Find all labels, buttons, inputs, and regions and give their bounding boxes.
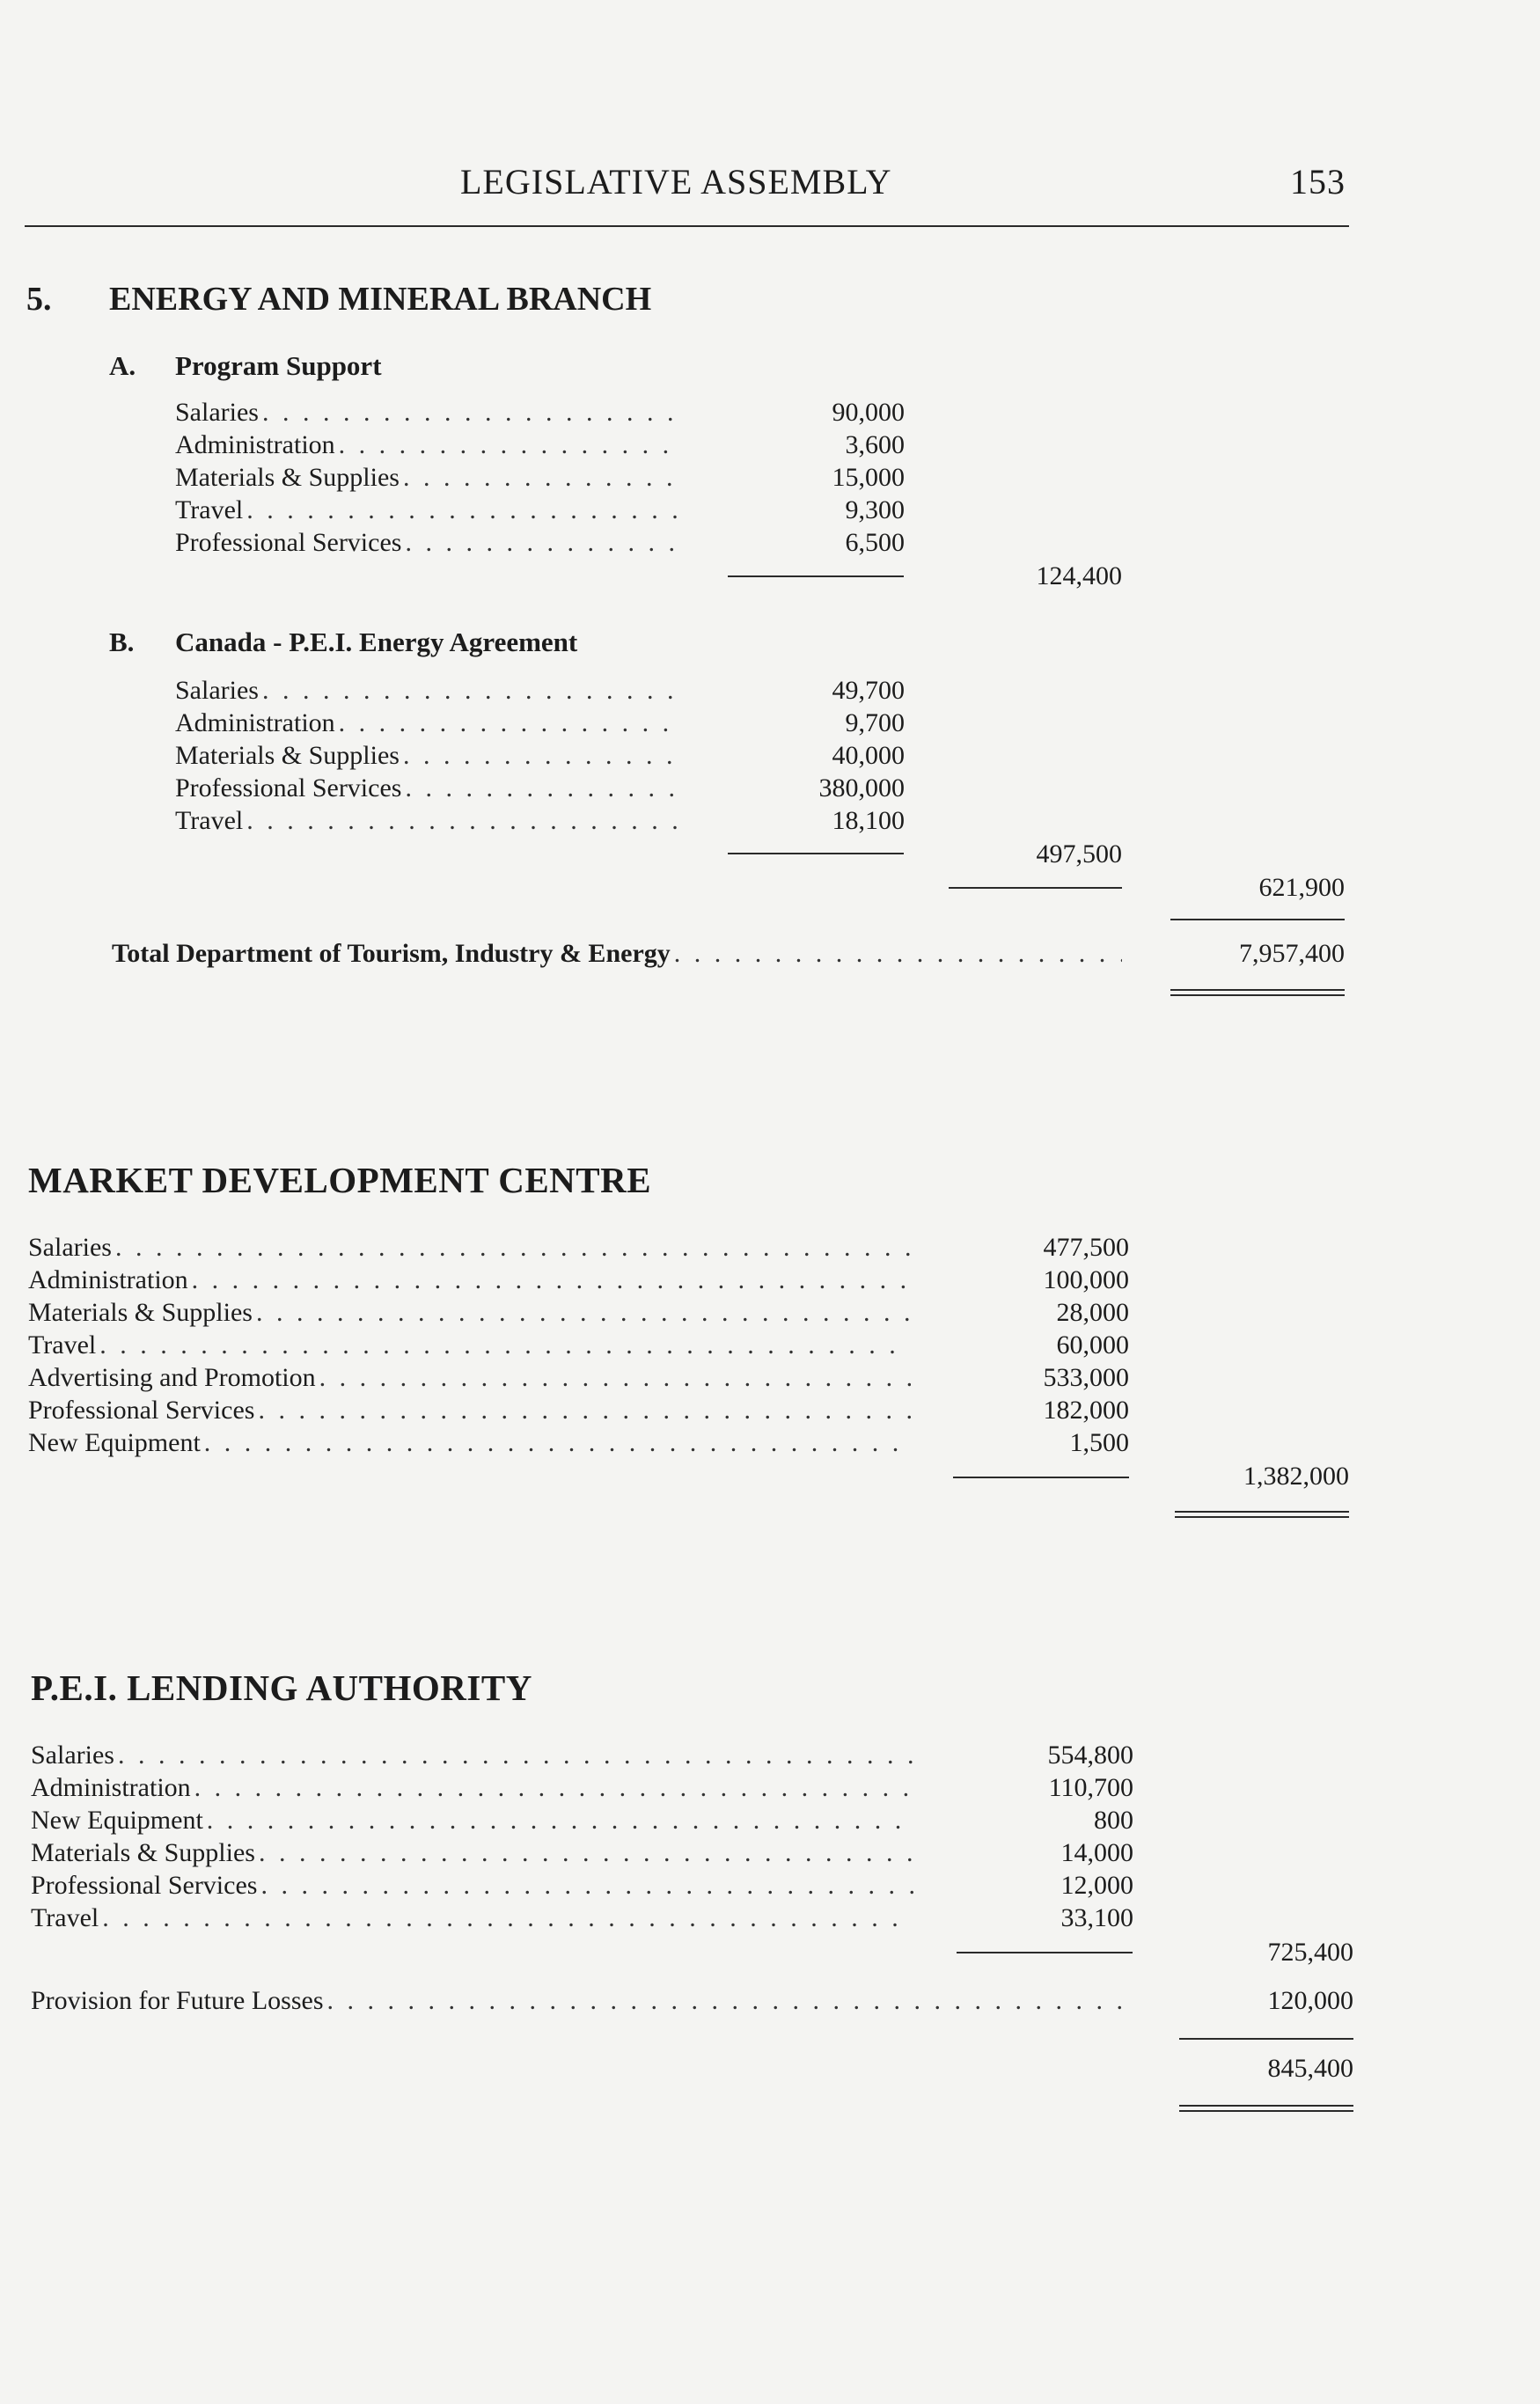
item-amount: 12,000 <box>1060 1871 1133 1900</box>
item-label: Professional Services <box>28 1396 255 1425</box>
lending-total: 845,400 <box>1267 2054 1353 2083</box>
item-amount: 100,000 <box>1043 1265 1129 1294</box>
item-label: Administration <box>28 1265 188 1294</box>
list-item <box>28 1363 911 1396</box>
provision-amount: 120,000 <box>1267 1986 1353 2015</box>
item-amount: 182,000 <box>1043 1396 1129 1425</box>
item-label: Professional Services <box>31 1871 258 1900</box>
list-item <box>175 495 678 528</box>
list-item <box>28 1396 911 1428</box>
list-item <box>28 1298 911 1330</box>
subtotal-rule <box>728 575 904 577</box>
list-item <box>175 463 678 495</box>
item-amount: 40,000 <box>832 741 905 770</box>
item-amount: 6,500 <box>845 528 905 557</box>
item-amount: 90,000 <box>832 398 905 427</box>
item-amount: 3,600 <box>845 430 905 459</box>
item-label: Administration <box>175 708 335 737</box>
list-item <box>175 806 678 839</box>
list-item <box>175 741 678 773</box>
energy-agreement-subtotal: 497,500 <box>1036 839 1122 869</box>
item-amount: 15,000 <box>832 463 905 492</box>
item-label: Salaries <box>175 676 259 705</box>
subtotal-rule <box>957 1952 1133 1953</box>
lending-section-title: P.E.I. LENDING AUTHORITY <box>31 1667 532 1708</box>
energy-branch-total: 621,900 <box>1258 873 1345 902</box>
item-label: Professional Services <box>175 773 402 803</box>
department-total-row <box>112 939 1122 971</box>
provision-row <box>31 1986 1133 2019</box>
list-item <box>31 1838 913 1871</box>
department-total-rule <box>1170 919 1345 920</box>
item-label: Salaries <box>31 1741 114 1770</box>
item-label: New Equipment <box>28 1428 201 1457</box>
list-item <box>28 1330 911 1363</box>
item-amount: 477,500 <box>1043 1233 1129 1262</box>
list-item <box>175 676 678 708</box>
item-amount: 60,000 <box>1056 1330 1129 1360</box>
section-title: ENERGY AND MINERAL BRANCH <box>109 281 652 318</box>
item-label: Professional Services <box>175 528 402 557</box>
page-header-title: LEGISLATIVE ASSEMBLY <box>460 162 892 202</box>
item-amount: 110,700 <box>1048 1773 1133 1802</box>
list-item <box>175 398 678 430</box>
department-total-amount: 7,957,400 <box>1239 939 1345 968</box>
list-item <box>175 528 678 561</box>
list-item <box>31 1773 913 1806</box>
list-item <box>28 1428 911 1461</box>
list-item <box>28 1265 911 1298</box>
item-amount: 554,800 <box>1047 1741 1133 1770</box>
list-item <box>31 1903 913 1936</box>
list-item <box>31 1806 913 1838</box>
item-amount: 9,300 <box>845 495 905 524</box>
item-label: Administration <box>175 430 335 459</box>
market-section-title: MARKET DEVELOPMENT CENTRE <box>28 1160 652 1200</box>
header-rule <box>25 225 1349 227</box>
list-item <box>28 1233 911 1265</box>
item-amount: 9,700 <box>845 708 905 737</box>
item-amount: 380,000 <box>818 773 905 803</box>
item-label: Travel <box>175 495 244 524</box>
subsection-title-energy-agreement: Canada - P.E.I. Energy Agreement <box>175 627 578 657</box>
subsection-letter-a: A. <box>109 350 136 381</box>
program-support-subtotal: 124,400 <box>1036 561 1122 590</box>
subtotal-rule <box>728 853 904 854</box>
double-underline <box>1170 989 1345 996</box>
item-amount: 800 <box>1094 1806 1133 1835</box>
subtotal-rule <box>953 1477 1129 1478</box>
branch-total-rule <box>949 887 1122 889</box>
item-amount: 28,000 <box>1056 1298 1129 1327</box>
item-amount: 33,100 <box>1060 1903 1133 1932</box>
item-label: Travel <box>31 1903 99 1932</box>
list-item <box>175 773 678 806</box>
item-label: Advertising and Promotion <box>28 1363 316 1392</box>
item-amount: 49,700 <box>832 676 905 705</box>
lending-subtotal: 725,400 <box>1267 1938 1353 1967</box>
item-amount: 18,100 <box>832 806 905 835</box>
double-underline <box>1179 2105 1353 2112</box>
total-rule <box>1179 2038 1353 2040</box>
item-label: Materials & Supplies <box>28 1298 253 1327</box>
market-total: 1,382,000 <box>1243 1462 1349 1491</box>
double-underline <box>1175 1511 1349 1518</box>
item-amount: 533,000 <box>1043 1363 1129 1392</box>
item-label: Materials & Supplies <box>175 741 400 770</box>
list-item <box>31 1871 913 1903</box>
item-label: Travel <box>28 1330 97 1360</box>
item-label: Administration <box>31 1773 191 1802</box>
item-label: Salaries <box>175 398 259 427</box>
list-item <box>31 1741 913 1773</box>
department-total-label: Total Department of Tourism, Industry & Energy <box>112 939 671 968</box>
subsection-title-program-support: Program Support <box>175 350 382 381</box>
provision-label: Provision for Future Losses <box>31 1986 324 2015</box>
item-label: Materials & Supplies <box>175 463 400 492</box>
item-amount: 1,500 <box>1069 1428 1129 1457</box>
list-item <box>175 708 678 741</box>
item-label: Materials & Supplies <box>31 1838 255 1867</box>
subsection-letter-b: B. <box>109 627 135 657</box>
item-amount: 14,000 <box>1060 1838 1133 1867</box>
item-label: Salaries <box>28 1233 112 1262</box>
section-number: 5. <box>26 281 52 318</box>
list-item <box>175 430 678 463</box>
item-label: Travel <box>175 806 244 835</box>
page-number: 153 <box>1290 162 1346 202</box>
item-label: New Equipment <box>31 1806 203 1835</box>
